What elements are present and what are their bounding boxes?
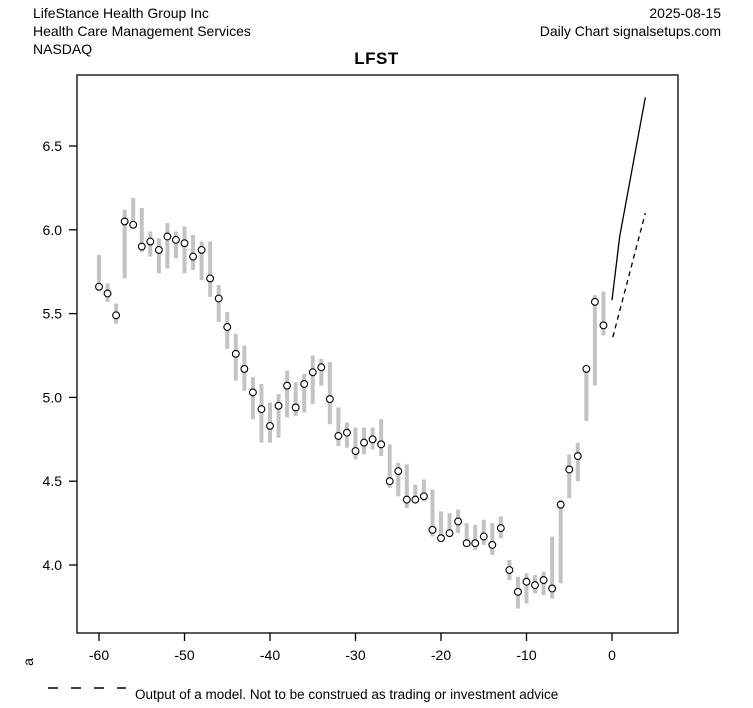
close-marker	[455, 518, 462, 525]
chart-date: 2025-08-15	[649, 5, 721, 21]
y-axis-tick-label: 4.0	[42, 557, 62, 573]
close-marker	[557, 501, 564, 508]
close-marker	[181, 240, 188, 247]
close-marker	[155, 247, 162, 254]
close-marker	[566, 466, 573, 473]
y-axis-tick-label: 4.5	[42, 473, 62, 490]
close-marker	[284, 382, 291, 389]
close-marker	[190, 253, 197, 260]
close-marker	[395, 468, 402, 475]
close-marker	[113, 312, 120, 319]
y-axis-tick-label: 6.0	[42, 221, 62, 238]
close-marker	[549, 585, 556, 592]
close-marker	[438, 535, 445, 542]
industry-name: Health Care Management Services	[33, 23, 251, 39]
close-marker	[361, 439, 368, 446]
y-axis-tick-label: 5.0	[42, 389, 62, 406]
close-marker	[540, 577, 547, 584]
close-marker	[173, 236, 180, 243]
projection-dashed-line	[613, 213, 645, 337]
close-marker	[463, 540, 470, 547]
close-marker	[121, 218, 128, 225]
close-marker	[224, 324, 231, 331]
exchange-name: NASDAQ	[33, 41, 93, 57]
close-marker	[472, 540, 479, 547]
close-marker	[326, 396, 333, 403]
page-title: LFST	[354, 49, 399, 68]
close-marker	[515, 588, 522, 595]
x-axis-tick-label: -10	[516, 647, 537, 663]
close-marker	[403, 496, 410, 503]
close-marker	[344, 429, 351, 436]
y-side-label: a	[20, 658, 36, 666]
chart-info: Daily Chart signalsetups.com	[539, 23, 721, 39]
close-marker	[378, 441, 385, 448]
close-marker	[96, 283, 103, 290]
close-marker	[574, 453, 581, 460]
close-marker	[104, 290, 111, 297]
close-marker	[318, 364, 325, 371]
x-axis-tick-label: -20	[430, 647, 452, 663]
close-marker	[241, 366, 248, 373]
close-marker	[600, 322, 607, 329]
close-marker	[583, 366, 590, 373]
close-marker	[532, 582, 539, 589]
close-marker	[138, 243, 145, 250]
close-marker	[335, 433, 342, 440]
x-axis-tick-label: 0	[608, 647, 616, 663]
close-marker	[301, 381, 308, 388]
close-marker	[130, 221, 137, 228]
close-marker	[352, 448, 359, 455]
close-marker	[480, 533, 487, 540]
close-marker	[446, 530, 453, 537]
close-marker	[267, 422, 274, 429]
close-marker	[369, 436, 376, 443]
close-marker	[523, 578, 530, 585]
close-marker	[412, 496, 419, 503]
close-marker	[429, 526, 436, 533]
close-marker	[309, 369, 316, 376]
close-marker	[207, 275, 214, 282]
x-axis-tick-label: -50	[174, 647, 195, 663]
close-marker	[198, 247, 205, 254]
x-axis-tick-label: -60	[88, 647, 110, 663]
x-axis-tick-label: -40	[259, 647, 281, 663]
close-marker	[506, 567, 513, 574]
plot-border	[77, 75, 678, 633]
legend-disclaimer: Output of a model. Not to be construed as trading or investment advice	[135, 687, 559, 702]
close-marker	[386, 478, 393, 485]
y-axis-tick-label: 5.5	[42, 305, 62, 322]
x-axis-tick-label: -30	[345, 647, 366, 663]
close-marker	[164, 233, 171, 240]
close-marker	[258, 406, 265, 413]
company-name: LifeStance Health Group Inc	[33, 5, 209, 21]
close-marker	[275, 402, 282, 409]
close-marker	[489, 541, 496, 548]
projection-solid-line	[612, 97, 645, 300]
y-axis-tick-label: 6.5	[42, 138, 62, 154]
close-marker	[497, 525, 504, 532]
close-marker	[592, 298, 599, 305]
close-marker	[250, 389, 257, 396]
close-marker	[292, 404, 299, 411]
close-marker	[232, 350, 239, 357]
close-marker	[421, 493, 428, 500]
close-marker	[215, 295, 222, 302]
close-marker	[147, 238, 154, 245]
